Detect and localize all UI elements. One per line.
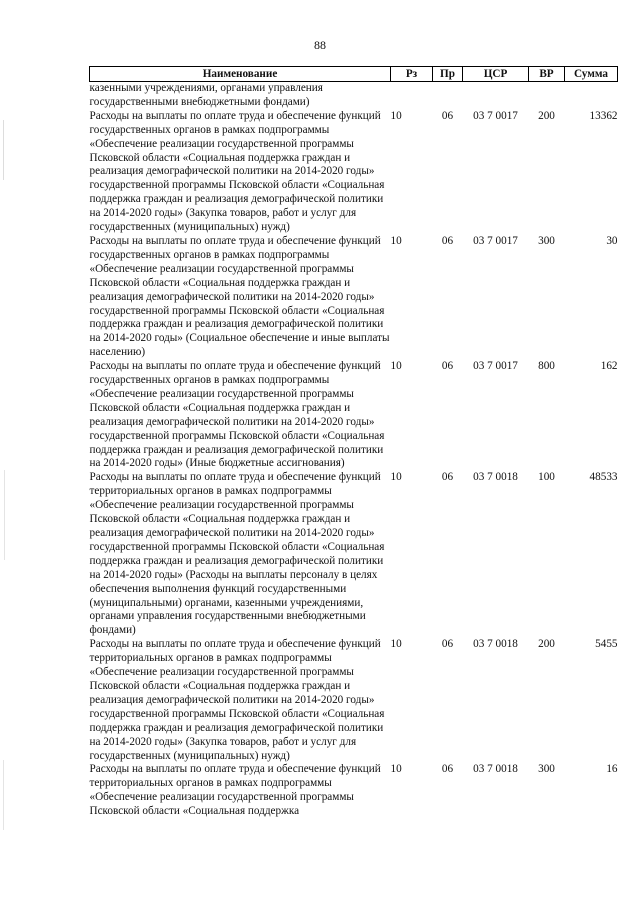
row-name: Расходы на выплаты по оплате труда и обеспечение функций государственных органов в рамках подпрограммы «Обеспечение реализации государственной программы Псковской области «Социальная поддержка граждан и реализация демографической политики на 2014-2020 годы» государственной программы Псковской области «Социальная поддержка граждан и реализация демографической политики на 2014-2020 годы» (Иные бюджетные ассигнования) xyxy=(89,360,385,470)
scan-edge-mark xyxy=(3,120,4,180)
row-csr xyxy=(463,82,529,110)
row-vr: 300 xyxy=(538,234,555,247)
row-sum xyxy=(565,82,618,110)
table-row xyxy=(90,763,618,819)
table-row xyxy=(90,471,618,638)
row-rz: 10 xyxy=(390,471,402,484)
row-sum: 162 xyxy=(600,360,618,373)
row-csr: 03 7 0017 xyxy=(473,234,518,247)
row-name: Расходы на выплаты по оплате труда и обеспечение функций территориальных органов в рамках подпрограммы «Обеспечение реализации государственной программы Псковской области «Социальная поддержка xyxy=(89,763,381,818)
row-rz: 10 xyxy=(390,360,402,373)
row-pr: 06 xyxy=(441,360,454,373)
row-rz: 10 xyxy=(390,109,402,122)
table-row xyxy=(90,360,618,471)
row-sum: 48533 xyxy=(589,471,618,484)
header-csr: ЦСР xyxy=(463,67,529,82)
header-rz: Рз xyxy=(391,67,433,82)
row-vr: 300 xyxy=(538,763,555,776)
table-body xyxy=(90,82,618,820)
row-sum: 16 xyxy=(606,763,618,776)
row-sum: 30 xyxy=(606,234,618,247)
row-name: Расходы на выплаты по оплате труда и обеспечение функций территориальных органов в рамках подпрограммы «Обеспечение реализации государственной программы Псковской области «Социальная поддержка граждан и реализация демографической политики на 2014-2020 годы» государственной программы Псковской области «Социальная поддержка граждан и реализация демографической политики на 2014-2020 годы» (Расходы на выплаты персоналу в целях обеспечения выполнения функций государственными (муниципальными) органами, казенными учреждениями, органами управления государственными внебюджетными фондами) xyxy=(89,471,385,637)
row-csr: 03 7 0018 xyxy=(473,638,518,651)
row-pr: 06 xyxy=(441,234,454,247)
row-csr: 03 7 0017 xyxy=(473,360,518,373)
row-name: Расходы на выплаты по оплате труда и обеспечение функций территориальных органов в рамках подпрограммы «Обеспечение реализации государственной программы Псковской области «Социальная поддержка граждан и реализация демографической политики на 2014-2020 годы» государственной программы Псковской области «Социальная поддержка граждан и реализация демографической политики на 2014-2020 годы» (Закупка товаров, работ и услуг для государственных (муниципальных) нужд) xyxy=(89,638,385,762)
row-rz: 10 xyxy=(390,638,402,651)
row-rz xyxy=(391,82,433,110)
row-pr xyxy=(433,82,463,110)
row-vr: 200 xyxy=(538,109,555,122)
scan-edge-mark xyxy=(3,760,4,830)
header-name: Наименование xyxy=(90,67,391,82)
row-vr xyxy=(529,82,565,110)
table-row xyxy=(90,82,618,110)
table-row xyxy=(90,110,618,235)
row-vr: 800 xyxy=(538,360,555,373)
row-csr: 03 7 0018 xyxy=(473,763,518,776)
header-row xyxy=(90,67,618,82)
row-pr: 06 xyxy=(441,638,454,651)
row-csr: 03 7 0017 xyxy=(473,109,518,122)
row-name: Расходы на выплаты по оплате труда и обеспечение функций государственных органов в рамках подпрограммы «Обеспечение реализации государственной программы Псковской области «Социальная поддержка граждан и реализация демографической политики на 2014-2020 годы» государственной программы Псковской области «Социальная поддержка граждан и реализация демографической политики на 2014-2020 годы» (Закупка товаров, работ и услуг для государственных (муниципальных) нужд) xyxy=(89,109,385,234)
header-vr: ВР xyxy=(529,67,565,82)
table-header xyxy=(90,67,618,82)
page-number: 88 xyxy=(314,38,326,52)
header-sum: Сумма xyxy=(565,67,618,82)
row-sum: 13362 xyxy=(589,109,618,122)
row-vr: 200 xyxy=(538,638,555,651)
budget-table xyxy=(89,66,618,819)
row-sum: 5455 xyxy=(595,638,618,651)
row-csr: 03 7 0018 xyxy=(473,471,518,484)
row-name: казенными учреждениями, органами управления государственными внебюджетными фондами) xyxy=(89,82,323,108)
row-rz: 10 xyxy=(390,234,402,247)
row-pr: 06 xyxy=(441,471,454,484)
row-vr: 100 xyxy=(538,471,555,484)
header-pr: Пр xyxy=(433,67,463,82)
scan-edge-mark xyxy=(4,470,5,560)
row-pr: 06 xyxy=(441,763,454,776)
row-pr: 06 xyxy=(441,109,454,122)
row-rz: 10 xyxy=(390,763,402,776)
table-row xyxy=(90,235,618,360)
row-name: Расходы на выплаты по оплате труда и обеспечение функций государственных органов в рамках подпрограммы «Обеспечение реализации государственной программы Псковской области «Социальная поддержка граждан и реализация демографической политики на 2014-2020 годы» государственной программы Псковской области «Социальная поддержка граждан и реализация демографической политики на 2014-2020 годы» (Социальное обеспечение и иные выплаты населению) xyxy=(89,234,390,359)
table-row xyxy=(90,638,618,763)
